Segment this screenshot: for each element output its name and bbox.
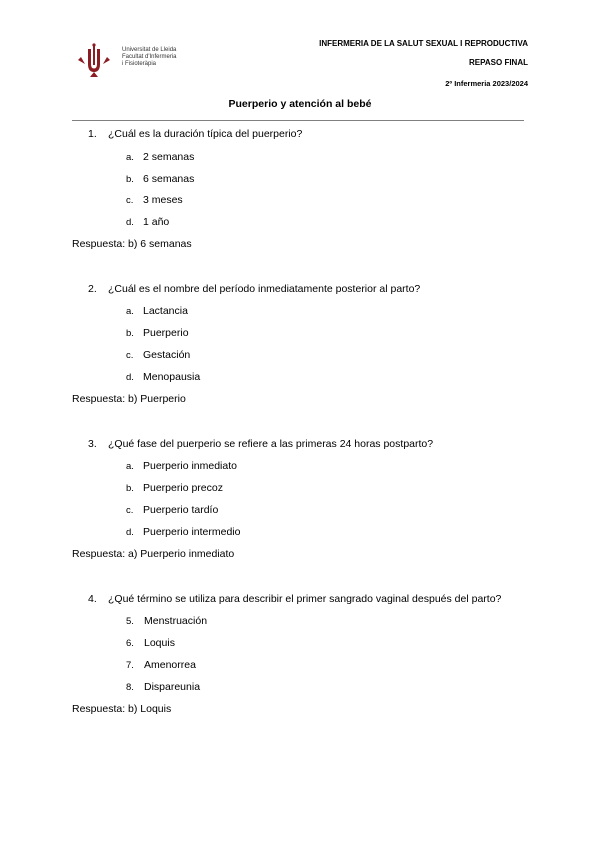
- option-text: 2 semanas: [143, 151, 195, 163]
- option-label: b.: [126, 328, 134, 339]
- option-label: d.: [126, 527, 134, 538]
- option-label: d.: [126, 372, 134, 383]
- option-label: c.: [126, 350, 134, 361]
- logo-text-line: Facultat d'Infermeria: [122, 54, 177, 60]
- answer: Respuesta: b) Loquis: [72, 703, 172, 715]
- crest-top: [92, 43, 95, 46]
- question-number: 4.: [88, 593, 97, 605]
- header-year: 2º Infermeria 2023/2024: [445, 79, 528, 88]
- option: [126, 681, 200, 693]
- question-1: [88, 128, 302, 140]
- option-label: 5.: [126, 616, 134, 627]
- option: [126, 194, 183, 206]
- option-text: Amenorrea: [144, 659, 196, 671]
- option-text: 1 año: [143, 216, 170, 228]
- option-label: c.: [126, 505, 134, 516]
- answer: Respuesta: b) Puerperio: [72, 393, 186, 405]
- answer: Respuesta: b) 6 semanas: [72, 238, 192, 250]
- option: [126, 482, 223, 494]
- option-label: c.: [126, 195, 134, 206]
- option-label: 7.: [126, 660, 134, 671]
- option-text: Loquis: [144, 637, 175, 649]
- option-label: 8.: [126, 682, 134, 693]
- question-2: [88, 283, 420, 295]
- option-label: b.: [126, 483, 134, 494]
- option-text: Menstruación: [144, 615, 208, 627]
- crest-right-wing: [103, 57, 110, 64]
- option: [126, 659, 196, 671]
- question-number: 3.: [88, 438, 97, 450]
- option-text: Puerperio tardío: [143, 504, 219, 516]
- option: [126, 460, 237, 472]
- question-number: 1.: [88, 128, 97, 140]
- logo-text-line: Universitat de Lleida: [122, 47, 177, 53]
- logo-text: [122, 47, 177, 68]
- crest-stem: [93, 45, 95, 65]
- option-text: 6 semanas: [143, 173, 195, 185]
- option: [126, 637, 175, 649]
- question-text: ¿Cuál es el nombre del período inmediatamente posterior al parto?: [108, 283, 421, 295]
- crest-base: [90, 72, 98, 77]
- option-label: a.: [126, 152, 134, 163]
- option-text: Puerperio intermedio: [143, 526, 241, 538]
- question-text: ¿Qué término se utiliza para describir el primer sangrado vaginal después del parto?: [108, 593, 502, 605]
- option-label: a.: [126, 306, 134, 317]
- option-label: a.: [126, 461, 134, 472]
- option: [126, 216, 169, 228]
- option: [126, 615, 207, 627]
- option-text: Puerperio precoz: [143, 482, 223, 494]
- page-title: Puerperio y atención al bebé: [228, 98, 372, 110]
- option-label: d.: [126, 217, 134, 228]
- option: [126, 504, 218, 516]
- option: [126, 305, 188, 317]
- option: [126, 371, 200, 383]
- option-text: Puerperio: [143, 327, 189, 339]
- option: [126, 526, 240, 538]
- option: [126, 327, 189, 339]
- option-label: b.: [126, 174, 134, 185]
- crest-left-wing: [78, 57, 85, 64]
- option-text: 3 meses: [143, 194, 183, 206]
- question-4: [88, 593, 501, 605]
- header-course: INFERMERIA DE LA SALUT SEXUAL I REPRODUCTIVA: [319, 39, 528, 48]
- option: [126, 173, 194, 185]
- option: [126, 349, 190, 361]
- university-crest-icon: [78, 43, 110, 77]
- option-text: Gestación: [143, 349, 191, 361]
- logo-text-line: i Fisioteràpia: [122, 61, 157, 67]
- option: [126, 151, 194, 163]
- question-text: ¿Cuál es la duración típica del puerperio?: [108, 128, 303, 140]
- question-3: [88, 438, 433, 450]
- title-divider: [72, 120, 524, 121]
- question-text: ¿Qué fase del puerperio se refiere a las primeras 24 horas postparto?: [108, 438, 434, 450]
- header-exam: REPASO FINAL: [469, 58, 528, 67]
- option-text: Puerperio inmediato: [143, 460, 237, 472]
- option-label: 6.: [126, 638, 134, 649]
- question-number: 2.: [88, 283, 97, 295]
- answer: Respuesta: a) Puerperio inmediato: [72, 548, 235, 560]
- option-text: Lactancia: [143, 305, 188, 317]
- option-text: Dispareunia: [144, 681, 201, 693]
- option-text: Menopausia: [143, 371, 201, 383]
